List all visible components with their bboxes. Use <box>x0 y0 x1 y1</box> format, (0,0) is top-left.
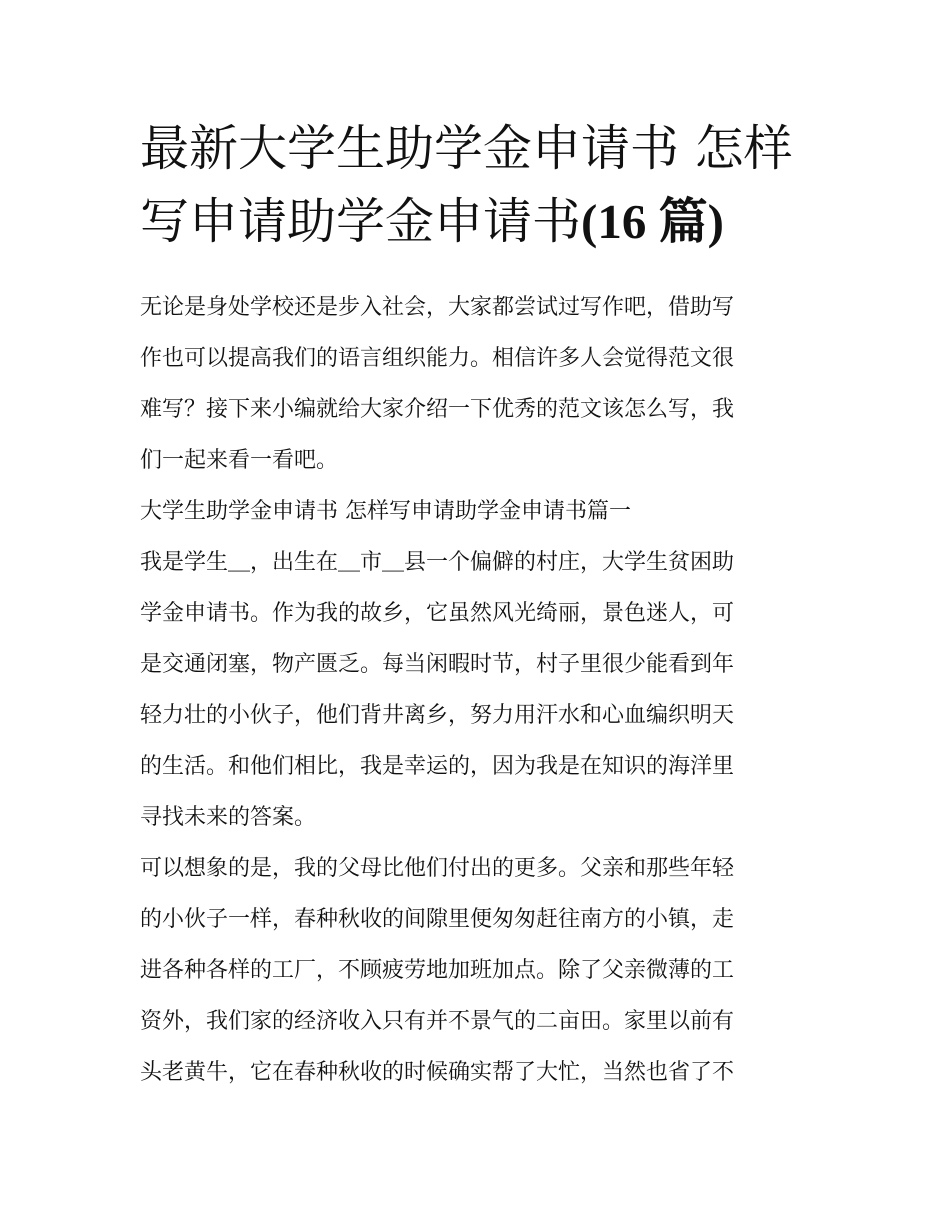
document-title <box>140 112 812 258</box>
paragraph-line: 进各种各样的工厂，不顾疲劳地加班加点。除了父亲微薄的工 <box>140 958 735 983</box>
title-count: (16 篇) <box>581 194 724 249</box>
paragraph-line: 的小伙子一样，春种秋收的间隙里便匆匆赶往南方的小镇，走 <box>140 907 735 932</box>
title-line-1-text: 最新大学生助学金申请书 怎样 <box>140 120 793 177</box>
paragraph-line: 我是学生＿，出生在＿市＿县一个偏僻的村庄，大学生贫困助 <box>140 550 735 575</box>
intro-paragraph <box>140 282 812 486</box>
section-heading <box>140 486 812 537</box>
intro-line: 作也可以提高我们的语言组织能力。相信许多人会觉得范文很 <box>140 346 735 371</box>
paragraph-line: 轻力壮的小伙子，他们背井离乡，努力用汗水和心血编织明天 <box>140 703 735 728</box>
paragraph-line: 头老黄牛，它在春种秋收的时候确实帮了大忙，当然也省了不 <box>140 1060 735 1085</box>
paragraph-line: 资外，我们家的经济收入只有并不景气的二亩田。家里以前有 <box>140 1009 735 1034</box>
paragraph-line: 是交通闭塞，物产匮乏。每当闲暇时节，村子里很少能看到年 <box>140 652 735 677</box>
title-line-2-text: 写申请助学金申请书 <box>140 193 582 250</box>
intro-line: 无论是身处学校还是步入社会，大家都尝试过写作吧，借助写 <box>140 295 735 320</box>
intro-line: 们一起来看一看吧。 <box>140 448 339 473</box>
document-page <box>140 112 812 1098</box>
intro-line: 难写？接下来小编就给大家介绍一下优秀的范文该怎么写，我 <box>140 397 735 422</box>
paragraph-line: 学金申请书。作为我的故乡，它虽然风光绮丽，景色迷人，可 <box>140 601 735 626</box>
body-paragraph-1 <box>140 537 812 843</box>
paragraph-line: 可以想象的是，我的父母比他们付出的更多。父亲和那些年轻 <box>140 856 735 881</box>
title-line-1 <box>140 112 812 185</box>
section-heading-text: 大学生助学金申请书 怎样写申请助学金申请书篇一 <box>140 499 631 524</box>
body-paragraph-2 <box>140 843 812 1098</box>
paragraph-line: 的生活。和他们相比，我是幸运的，因为我是在知识的海洋里 <box>140 754 735 779</box>
title-line-2 <box>140 185 812 258</box>
paragraph-line: 寻找未来的答案。 <box>140 805 317 830</box>
